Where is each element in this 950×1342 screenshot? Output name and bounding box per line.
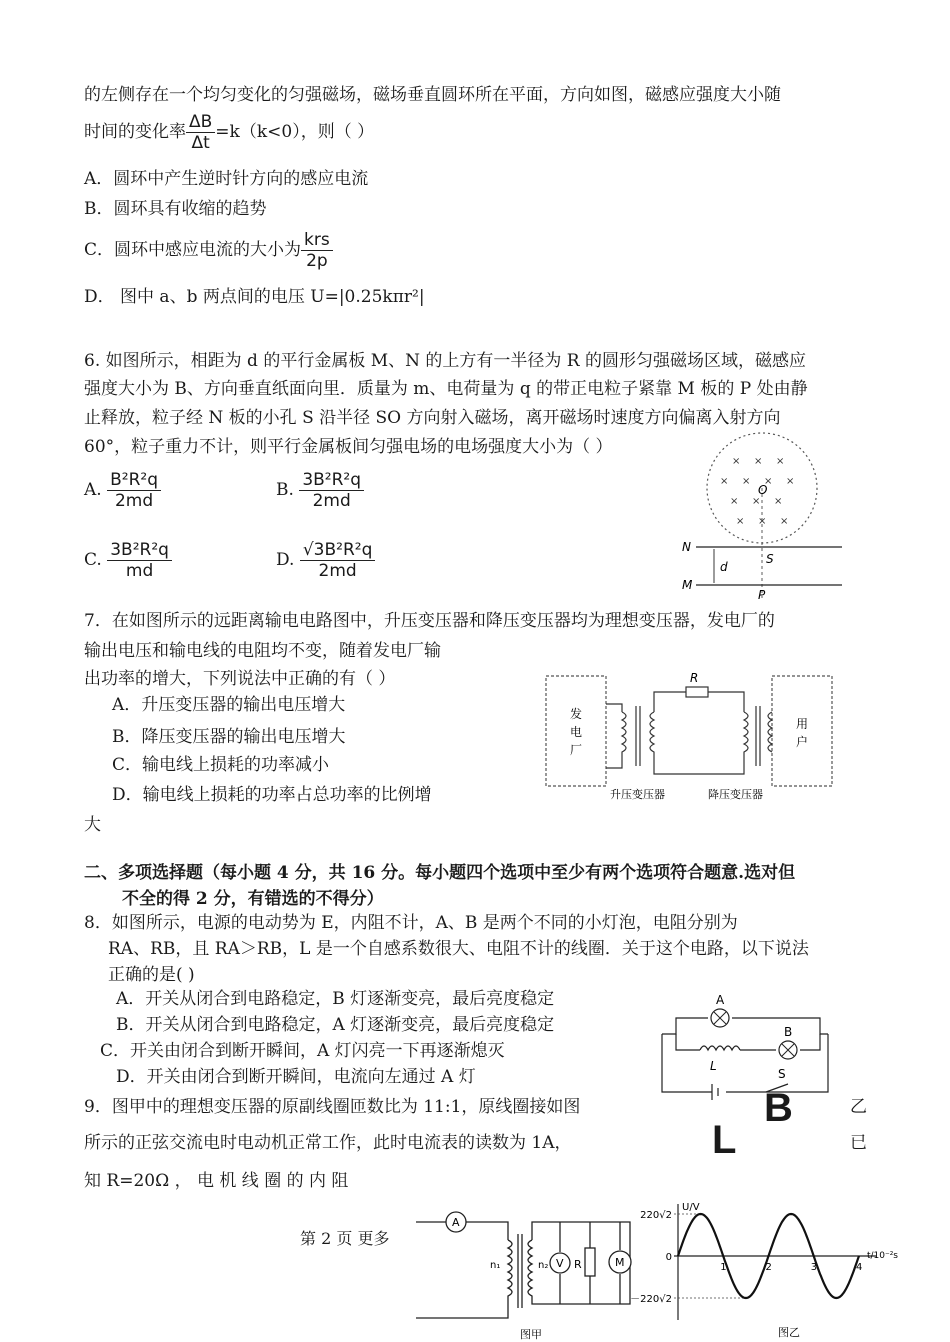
q8-label-b: B bbox=[784, 1025, 793, 1039]
chart-y-min-label: －220√2 bbox=[630, 1294, 672, 1305]
q6-opta-num: B²R²q bbox=[107, 470, 161, 491]
chart-tick-1: 1 bbox=[720, 1262, 727, 1273]
q9-left-caption: 图甲 bbox=[520, 1328, 542, 1341]
svg-text:×: × bbox=[752, 496, 761, 507]
q6-option-d bbox=[276, 540, 375, 581]
q5-option-b: B．圆环具有收缩的趋势 bbox=[84, 199, 267, 219]
q7-label-step-up: 升压变压器 bbox=[610, 788, 665, 801]
q9-right-caption: 图乙 bbox=[778, 1326, 800, 1339]
chart-y-label: U/V bbox=[682, 1202, 700, 1213]
q9-line1: 9．图甲中的理想变压器的原副线圈匝数比为 11:1，原线圈接如图 bbox=[84, 1097, 581, 1117]
q9-label-m: M bbox=[615, 1256, 625, 1269]
q7-plant-char2: 电 bbox=[570, 725, 583, 739]
q6-label-m: M bbox=[682, 578, 693, 592]
q8-inductor-icon bbox=[700, 1046, 740, 1050]
q6-optd-fraction bbox=[300, 540, 376, 581]
q6-optd-label: D. bbox=[276, 550, 295, 570]
q7-label-r: R bbox=[690, 671, 699, 685]
q9-left-wires bbox=[416, 1222, 630, 1318]
q7-line3: 出功率的增大，下列说法中正确的有（ ） bbox=[84, 669, 396, 689]
q8-option-d: D．开关由闭合到断开瞬间，电流向左通过 A 灯 bbox=[116, 1067, 476, 1087]
q6-label-p: P bbox=[758, 588, 766, 602]
q7-option-b: B．降压变压器的输出电压增大 bbox=[112, 727, 346, 747]
q6-optd-den: 2md bbox=[318, 561, 357, 581]
q6-line2: 强度大小为 B、方向垂直纸面向里．质量为 m、电荷量为 q 的带正电粒子紧靠 M 板的 P 处由静 bbox=[84, 379, 808, 399]
q8-label-l: L bbox=[710, 1059, 717, 1073]
q7-option-d: D．输电线上损耗的功率占总功率的比例增 bbox=[112, 785, 432, 805]
q6-optb-fraction bbox=[299, 470, 364, 511]
q9-line1-right: 乙 bbox=[850, 1097, 867, 1117]
q6-optc-fraction bbox=[107, 540, 172, 581]
q7-user-char2: 户 bbox=[796, 735, 809, 749]
q6-optd-num: √3B²R²q bbox=[300, 540, 376, 561]
svg-text:×: × bbox=[776, 456, 785, 467]
q8-figure bbox=[656, 980, 836, 1098]
q5-optc-num: krs bbox=[301, 230, 333, 251]
chart-tick-3: 3 bbox=[810, 1262, 818, 1273]
q7-line2: 输出电压和输电线的电阻均不变，随着发电厂输 bbox=[84, 641, 441, 661]
q9-big-b: B bbox=[764, 1086, 793, 1130]
q5-frac-den: Δt bbox=[191, 133, 210, 153]
chart-origin-label: 0 bbox=[665, 1252, 672, 1263]
q5-optc-den: 2p bbox=[306, 251, 328, 271]
q7-option-c: C．输电线上损耗的功率减小 bbox=[112, 755, 330, 775]
q5-optc-fraction bbox=[301, 230, 333, 271]
q6-optb-label: B. bbox=[276, 480, 294, 500]
q9-resistor bbox=[585, 1248, 595, 1276]
chart-y-max-label: 220√2 bbox=[640, 1210, 672, 1221]
q7-plant-char1: 发 bbox=[570, 707, 583, 721]
q9-big-l: L bbox=[712, 1118, 737, 1162]
q7-plant-char3: 厂 bbox=[570, 743, 583, 757]
q9-label-a: A bbox=[452, 1216, 460, 1229]
q5-option-d: D． 图中 a、b 两点间的电压 U=|0.25kπr²| bbox=[84, 287, 425, 307]
q6-option-c bbox=[84, 540, 172, 581]
q6-label-n: N bbox=[682, 540, 691, 554]
q8-option-b: B．开关从闭合到电路稳定，A 灯逐渐变亮，最后亮度稳定 bbox=[116, 1015, 555, 1035]
q8-line3: 正确的是( ) bbox=[108, 965, 195, 985]
q6-line1: 6. 如图所示，相距为 d 的平行金属板 M、N 的上方有一半径为 R 的圆形匀强磁场区域，磁感应 bbox=[84, 351, 807, 371]
q6-optc-den: md bbox=[125, 561, 154, 581]
q5-line2 bbox=[84, 112, 374, 153]
q6-label-o: O bbox=[758, 483, 768, 497]
section2-line2: 不全的得 2 分，有错选的不得分） bbox=[122, 889, 384, 909]
chart-x-label: t/10⁻²s bbox=[866, 1251, 899, 1261]
svg-text:×: × bbox=[754, 456, 763, 467]
q5-frac-num: ΔB bbox=[186, 112, 215, 133]
q9-label-v: V bbox=[556, 1257, 564, 1270]
q9-line3: 知 R=20Ω ， 电 机 线 圈 的 内 阻 bbox=[84, 1171, 349, 1191]
q7-label-step-down: 降压变压器 bbox=[708, 788, 763, 801]
q5-optc-prefix: C．圆环中感应电流的大小为 bbox=[84, 240, 302, 260]
q7-option-d-cont: 大 bbox=[84, 815, 101, 835]
q9-label-r: R bbox=[574, 1258, 582, 1271]
svg-text:×: × bbox=[742, 476, 751, 487]
q6-figure bbox=[670, 440, 850, 600]
q6-opta-label: A. bbox=[84, 480, 102, 500]
svg-text:×: × bbox=[786, 476, 795, 487]
q9-label-n1: n₁ bbox=[490, 1260, 501, 1271]
svg-text:×: × bbox=[758, 516, 767, 527]
q6-line4: 60°，粒子重力不计，则平行金属板间匀强电场的电场强度大小为（ ） bbox=[84, 437, 613, 457]
q5-line2-prefix: 时间的变化率 bbox=[84, 122, 186, 142]
section2-line1: 二、多项选择题（每小题 4 分，共 16 分。每小题四个选项中至少有两个选项符合题意.选对但 bbox=[84, 863, 796, 883]
svg-text:×: × bbox=[780, 516, 789, 527]
page-footer: 第 2 页 更多 bbox=[300, 1229, 390, 1248]
q8-wires bbox=[662, 1018, 828, 1100]
q6-optb-num: 3B²R²q bbox=[299, 470, 364, 491]
q5-rate-fraction bbox=[186, 112, 215, 153]
q6-opta-fraction bbox=[107, 470, 161, 511]
q5-line2-suffix: =k（k<0），则（ ） bbox=[215, 122, 375, 142]
svg-text:×: × bbox=[736, 516, 745, 527]
q5-option-a: A．圆环中产生逆时针方向的感应电流 bbox=[84, 169, 369, 189]
svg-text:×: × bbox=[732, 456, 741, 467]
q5-line1: 的左侧存在一个均匀变化的匀强磁场，磁场垂直圆环所在平面，方向如图，磁感应强度大小随 bbox=[84, 85, 781, 105]
q8-line1: 8．如图所示，电源的电动势为 E，内阻不计，A、B 是两个不同的小灯泡，电阻分别为 bbox=[84, 913, 738, 933]
svg-text:×: × bbox=[720, 476, 729, 487]
q8-option-a: A．开关从闭合到电路稳定，B 灯逐渐变亮，最后亮度稳定 bbox=[116, 989, 555, 1009]
q5-option-c bbox=[84, 230, 333, 271]
q7-user-char1: 用 bbox=[796, 717, 809, 731]
q8-label-s: S bbox=[778, 1067, 786, 1081]
q6-opta-den: 2md bbox=[114, 491, 154, 511]
q7-resistor bbox=[686, 687, 708, 697]
svg-text:×: × bbox=[730, 496, 739, 507]
svg-text:×: × bbox=[764, 476, 773, 487]
q6-optc-num: 3B²R²q bbox=[107, 540, 172, 561]
q6-option-a bbox=[84, 470, 161, 511]
q6-label-s: S bbox=[766, 552, 774, 566]
q7-figure bbox=[540, 666, 840, 806]
chart-tick-4: 4 bbox=[855, 1262, 863, 1273]
q7-user-box bbox=[772, 676, 832, 786]
q6-label-d: d bbox=[720, 560, 728, 574]
q9-figure-left bbox=[410, 1200, 650, 1342]
svg-text:×: × bbox=[774, 496, 783, 507]
q7-option-a: A．升压变压器的输出电压增大 bbox=[112, 695, 346, 715]
q6-optc-label: C. bbox=[84, 550, 102, 570]
q9-chart bbox=[624, 1200, 899, 1342]
q7-line1: 7．在如图所示的远距离输电电路图中，升压变压器和降压变压器均为理想变压器，发电厂的 bbox=[84, 611, 775, 631]
q9-line2-right: 已 bbox=[850, 1133, 867, 1153]
q7-wires bbox=[606, 692, 772, 774]
chart-tick-2: 2 bbox=[765, 1262, 772, 1273]
q9-line2: 所示的正弦交流电时电动机正常工作，此时电流表的读数为 1A， bbox=[84, 1133, 572, 1153]
q8-line2: RA、RB，且 RA＞RB，L 是一个自感系数很大、电阻不计的线圈．关于这个电路，以下说法 bbox=[108, 939, 809, 959]
q6-line3: 止释放，粒子经 N 板的小孔 S 沿半径 SO 方向射入磁场，离开磁场时速度方向偏离入射方向 bbox=[84, 408, 781, 428]
q8-option-c: C．开关由闭合到断开瞬间，A 灯闪亮一下再逐渐熄灭 bbox=[100, 1041, 505, 1061]
q6-optb-den: 2md bbox=[312, 491, 351, 511]
q6-option-b bbox=[276, 470, 364, 511]
q9-label-n2: n₂ bbox=[538, 1260, 549, 1271]
q8-label-a: A bbox=[716, 993, 725, 1007]
